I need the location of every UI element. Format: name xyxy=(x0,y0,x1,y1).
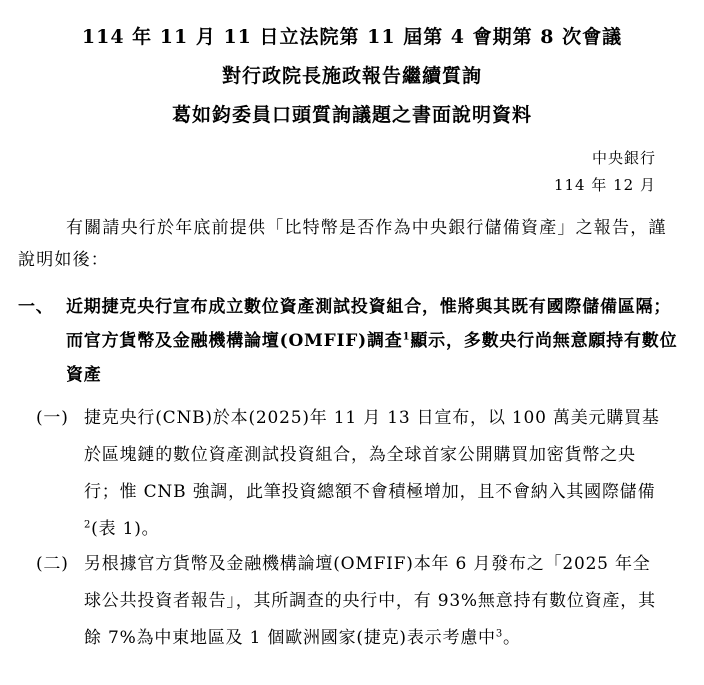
subsection-2-text-a: 另根據官方貨幣及金融機構論壇(OMFIF)本年 6 月發布之「2025 年全球公共投資者報告」，其所調查的央行中，有 93%無意持有數位資產，其餘 7%為中東地區及 1 個歐洲國家(捷克)表示考慮中 xyxy=(84,554,656,648)
subsection-1 xyxy=(36,400,666,548)
footnote-ref-1: 1 xyxy=(402,331,411,343)
subsection-2 xyxy=(36,546,666,657)
intro-paragraph: 有關請央行於年底前提供「比特幣是否作為中央銀行儲備資產」之報告，謹說明如後： xyxy=(18,218,667,270)
section-1-text-b: 顯示，多數央行尚無意願持有數位資產 xyxy=(66,331,678,385)
subsection-1-text-a: 捷克央行(CNB)於本(2025)年 11 月 13 日宣布，以 100 萬美元購買基於區塊鏈的數位資產測試投資組合，為全球首家公開購買加密貨幣之央行；惟 CNB 強調，此筆投資總額不會積極增加，且不會納入其國際儲備 xyxy=(84,408,660,502)
section-1-number: 一、 xyxy=(18,297,54,317)
subsection-2-text-b: 。 xyxy=(503,628,521,648)
subsection-1-number: (一) xyxy=(36,408,69,428)
subsection-1-body xyxy=(84,400,666,548)
document-title-line-2: 對行政院長施政報告繼續質詢 xyxy=(221,65,482,87)
section-1 xyxy=(18,290,678,392)
subsection-2-body xyxy=(84,546,666,657)
footnote-ref-2: 2 xyxy=(84,519,92,531)
document-title-line-1: 114 年 11 月 11 日立法院第 11 屆第 4 會期第 8 次會議 xyxy=(81,26,623,48)
subsection-1-text-b: (表 1)。 xyxy=(91,519,160,539)
issuing-organization: 中央銀行 xyxy=(591,149,656,167)
document-title-line-3: 葛如鈞委員口頭質詢議題之書面說明資料 xyxy=(171,104,532,126)
footnote-ref-3: 3 xyxy=(495,628,504,640)
section-1-heading xyxy=(66,290,678,392)
subsection-2-number: (二) xyxy=(36,554,69,574)
issue-date: 114 年 12 月 xyxy=(553,176,656,194)
section-1-text-a: 近期捷克央行宣布成立數位資產測試投資組合，惟將與其既有國際儲備區隔；而官方貨幣及金融機構論壇(OMFIF)調查 xyxy=(66,297,672,351)
